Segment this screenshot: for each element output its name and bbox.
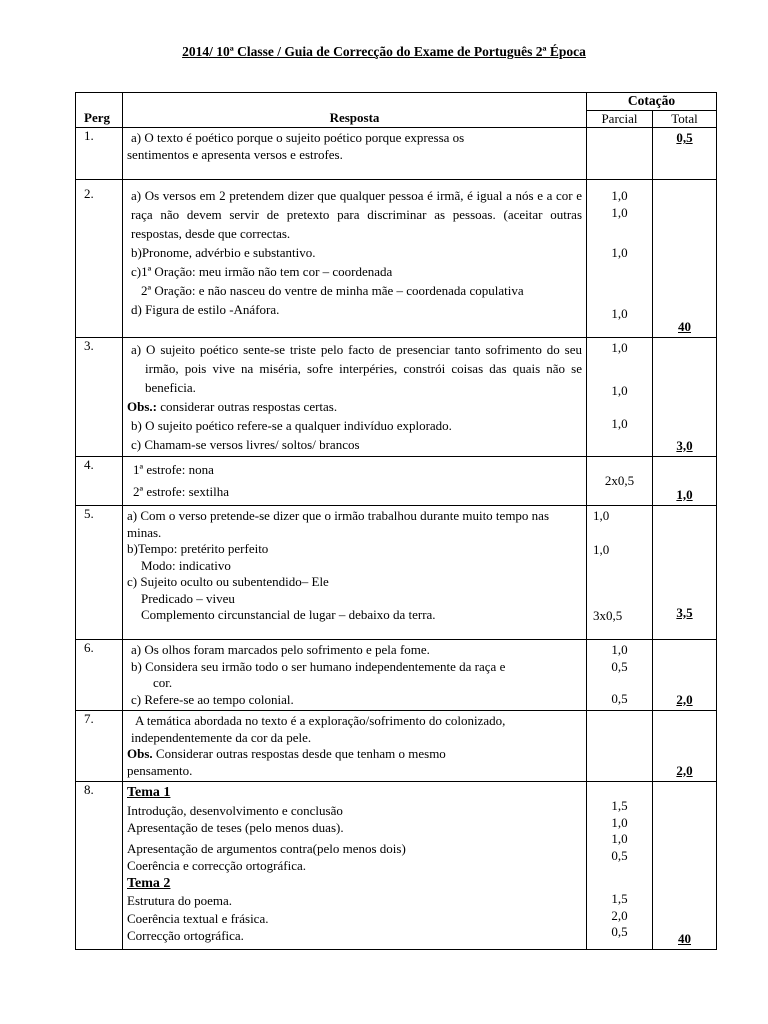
parcial-cell bbox=[587, 711, 653, 782]
total-value: 40 bbox=[653, 782, 717, 950]
answer-cell: 1ª estrofe: nona 2ª estrofe: sextilha bbox=[123, 457, 587, 506]
total-value: 1,0 bbox=[653, 457, 717, 506]
header-row-1 bbox=[76, 93, 717, 111]
answer-cell: A temática abordada no texto é a exploração/sofrimento do colonizado, independentemente da cor da pele. Obs. Considerar outras respostas desde que tenham o mesmo pensamento. bbox=[123, 711, 587, 782]
question-number: 4. bbox=[76, 457, 123, 506]
header-row-2 bbox=[76, 110, 717, 128]
document-title: 2014/ 10ª Classe / Guia de Correcção do Exame de Português 2ª Época bbox=[182, 44, 586, 59]
question-number: 1. bbox=[76, 128, 123, 180]
question-number: 6. bbox=[76, 640, 123, 711]
total-value: 2,0 bbox=[653, 711, 717, 782]
answer-cell: a) Os olhos foram marcados pelo sofrimento e pela fome. b) Considera seu irmão todo o ser humano independentemente da raça e cor. c) Refere-se ao tempo colonial. bbox=[123, 640, 587, 711]
question-number: 3. bbox=[76, 338, 123, 457]
parcial-cell: 1,5 1,0 1,0 0,5 1,5 2,0 0,5 bbox=[587, 782, 653, 950]
table-row bbox=[76, 782, 717, 950]
question-number: 5. bbox=[76, 506, 123, 640]
table-row bbox=[76, 338, 717, 457]
parcial-cell: 2x0,5 bbox=[587, 457, 653, 506]
total-value: 3,5 bbox=[653, 506, 717, 640]
answer-cell: a) O sujeito poético sente-se triste pelo facto de presenciar tanto sofrimento do seu irmão, pois vive na miséria, sofre interpéries, constrói coisas das quais não se beneficia. Obs.: considerar outras respostas certas. b) O sujeito poético refere-se a qualquer indivíduo explorado. c) Chamam-se versos livres/ soltos/ brancos bbox=[123, 338, 587, 457]
correction-table bbox=[75, 92, 717, 950]
header-total: Total bbox=[653, 110, 717, 128]
table-row bbox=[76, 457, 717, 506]
parcial-cell: 1,0 1,0 3x0,5 bbox=[587, 506, 653, 640]
parcial-cell: 1,0 1,0 1,0 1,0 bbox=[587, 180, 653, 338]
header-resposta: Resposta bbox=[123, 110, 587, 128]
parcial-cell: 1,0 0,5 0,5 bbox=[587, 640, 653, 711]
answer-cell: a) Com o verso pretende-se dizer que o irmão trabalhou durante muito tempo nas minas. b)Tempo: pretérito perfeito Modo: indicativo c) Sujeito oculto ou subentendido– Ele Predicado – viveu Complemento circunstancial de lugar – debaixo da terra. bbox=[123, 506, 587, 640]
header-parcial: Parcial bbox=[587, 110, 653, 128]
table-row bbox=[76, 180, 717, 338]
answer-cell: a) Os versos em 2 pretendem dizer que qualquer pessoa é irmã, é igual a nós e a cor e raça não devem servir de pretexto para discriminar as pessoas. (aceitar outras respostas, desde que correctas. b)Pronome, advérbio e substantivo. c)1ª Oração: meu irmão não tem cor – coordenada 2ª Oração: e não nasceu do ventre de minha mãe – coordenada copulativa d) Figura de estilo -Anáfora. bbox=[123, 180, 587, 338]
question-number: 8. bbox=[76, 782, 123, 950]
answer-cell: a) O texto é poético porque o sujeito poético porque expressa os sentimentos e apresenta versos e estrofes. bbox=[123, 128, 587, 180]
parcial-cell bbox=[587, 128, 653, 180]
total-value: 3,0 bbox=[653, 338, 717, 457]
total-value: 2,0 bbox=[653, 640, 717, 711]
table-row bbox=[76, 128, 717, 180]
total-value: 0,5 bbox=[653, 128, 717, 180]
table-row bbox=[76, 640, 717, 711]
total-value: 40 bbox=[653, 180, 717, 338]
answer-cell: Tema 1 Introdução, desenvolvimento e conclusão Apresentação de teses (pelo menos duas). Apresentação de argumentos contra(pelo menos dois) Coerência e correcção ortográfica. Tema 2 Estrutura do poema. Coerência textual e frásica. Correcção ortográfica. bbox=[123, 782, 587, 950]
table-row bbox=[76, 711, 717, 782]
header-perg: Perg bbox=[76, 110, 123, 128]
header-cotacao: Cotação bbox=[587, 93, 717, 111]
question-number: 2. bbox=[76, 180, 123, 338]
table-row bbox=[76, 506, 717, 640]
question-number: 7. bbox=[76, 711, 123, 782]
parcial-cell: 1,0 1,0 1,0 bbox=[587, 338, 653, 457]
